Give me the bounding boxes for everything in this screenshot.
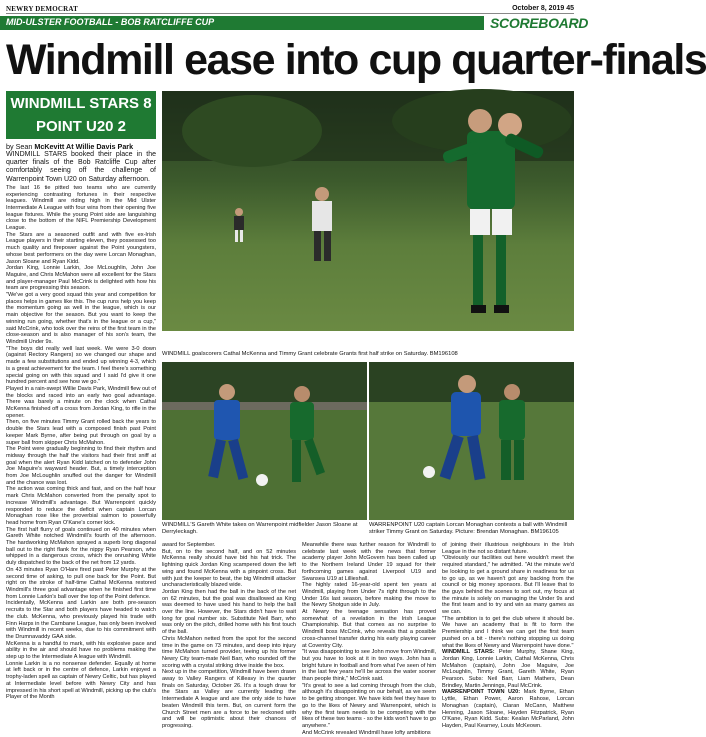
publication-name: NEWRY DEMOCRAT — [6, 4, 78, 13]
headline: Windmill ease into cup quarter-finals — [6, 36, 706, 84]
article-column-1 — [6, 151, 156, 733]
score-box — [6, 91, 156, 139]
score-line-home: WINDMILL STARS 8 — [10, 95, 152, 112]
paragraph: "It's great to see a lad coming through from the club, although it's disappointing on our behalf, as we seem to be getting stronger. We have kids feel they have to go to the likes of Newry and Warrenpoint, which is why the first team needs to be competing with the likes of these two teams - so the kids won't have to go anywhere." — [302, 682, 436, 729]
paragraph: Jordan King, Lonnie Larkin, Joe McLoughlin, John Joe Maguire, and Chris McMahon were all excellent for the Stars and player-manager Paul McCrink is delighted with how his team are progressing this season. — [6, 265, 156, 292]
lineup-warrenpoint: WARRENPOINT TOWN U20: Mark Byrne, Ethan Lyttle, Ethan Power, Aaron Rahose, Lorcan Monaghan (captain), Ciaran McCann, Matthew Henning, Jason Sloane, Hayden Fitzpatrick, Ryan O'Kane, Ryan Kidd. Subs: Kealan McParland, John Hayden, Paul Kearney, Louis McKeown. — [442, 689, 575, 729]
paragraph: of joining their illustrious neighbours in the Irish League in the not so distant future. — [442, 542, 574, 555]
photo-white-vs-sloane-image — [162, 362, 367, 520]
paragraph: The Stars are a seasoned outfit and with five ex-Irish League players in their starting eleven, they possessed too much quality and firepower against the Point youngsters, whose best performers on the day were Lorcan Monaghan, Jason Sloane and Ryan Kidd. — [6, 231, 156, 265]
paragraph: Meanwhile there was further reason for Windmill to celebrate last week with the news that former academy player John McGovern has been called up to the Northern Ireland Under 19 squad for their forthcoming games against Liverpool U19 and Swansea U19 at Lillieshall. — [302, 542, 436, 582]
paragraph: Next up in the competition, Windmill have been drawn away to Valley Rangers of Killeavy in the quarter finals on Saturday, October 26. It's a tough draw for the Stars as Valley are currently leading the Intermediate A league and are the only side to have beaten Windmill this term. But, on current form the Church Street men are a force to be reckoned with and will be optimistic about their chances of progressing. — [162, 669, 296, 729]
lineup-windmill: WINDMILL STARS: Peter Murphy, Shane King, Jordan King, Lonnie Larkin, Cathal McKenna, Chris McMahon (captain), John Joe Maguire, Joe McLoughlin, Timmy Grant, Gareth White, Ryan Pearson. Subs: Neil Barr, Liam Mathers, Dean Brindley, Martin Jennings, Paul McCrink. — [442, 649, 574, 689]
paragraph: The highly rated 16-year-old spent ten years at Windmill, playing from Under 7s right through to the Under 16s last season, before making the move to the Newry Shotgun side in July. — [302, 582, 436, 609]
paragraph: Jordan King then had the ball in the back of the net on 62 minutes, but the goal was disallowed as King was deemed to have used his hand to help the ball over the line. However, the Stars didn't have to wait long for goal number six. Substitute Neil Barr, who was only on the pitch, drilled home with his first touch of the ball. — [162, 588, 296, 636]
photo-celebration — [162, 91, 574, 348]
paragraph: On 43 minutes Ryan O'Hare fired past Peter Murphy at the second time of asking, to pull one back for the Point. But right on the stroke of half-time Cathal McKenna restored Windmill's three goal advantage when he finished first time from Lonnie Larkin's ball over the top of the Point defence. — [6, 566, 156, 600]
paragraph: "It was disappointing to see John move from Windmill, but you have to look at it in two ways. John has a bright future in football and from what I've seen of him in the last few years he'll be across the water sooner than people think," McCrink said. — [302, 649, 436, 683]
paragraph: McKenna is a handful to mark, with his explosive pace and ability in the air and should have no problems making the step up to the Intermediate A league with Windmill. — [6, 640, 156, 661]
section-kicker: MID-ULSTER FOOTBALL - BOB RATCLIFFE CUP — [6, 17, 215, 27]
article-column-4 — [442, 542, 574, 733]
paragraph: The first half flurry of goals continued on 40 minutes when Gareth White notched Windmill's fourth of the afternoon. The hardworking McMahon sprayed a superb long diagonal ball out to the right flank for the nippy Ryan Pearson, who whipped in a dangerous cross, which the onrushing White duly dispatched to the back of the net from 12 yards. — [6, 526, 156, 567]
page-date: October 8, 2019 45 — [512, 5, 574, 12]
paragraph: The last 16 tie pitted two teams who are currently experiencing contrasting fortunes in their respective leagues. Windmill are riding high in the Mid Ulster Intermediate A League with four wins from their opening five league fixtures. While the young Point side are languishing close to the bottom of the NIFL Premiership Development League. — [6, 184, 156, 232]
photo-celebration-image — [162, 91, 574, 348]
paragraph: Chris McMahon netted from the spot for the second time in the game on 73 minutes, and deep into injury time McMahon turned provider, teeing up his former Newry City team-mate Neil Barr, who rounded off the scoring with a crystal striking drive inside the box. — [162, 635, 296, 669]
paragraph: award for September. — [162, 542, 216, 548]
paragraph: Then, on five minutes Timmy Grant rolled back the years to double the Stars lead with a composed finish past Point keeper Mark Byrne, after being put through on goal by a super ball from skipper Chris McMahon. — [6, 419, 156, 446]
section-name: SCOREBOARD — [484, 15, 580, 31]
photo-monaghan-vs-grant-caption: WARRENPOINT U20 captain Lorcan Monaghan contests a ball with Windmill striker Timmy Grant on Saturday. Picture: Brendan Monaghan. BM196105 — [369, 522, 568, 535]
paragraph: Lonnie Larkin is a no nonsense defender. Equally at home at left back or in the centre of defence, Larkin enjoyed a trophy-laden spell as captain of Newry Celtic, but has played at Intermediate level before with Newry City and has impressed in his short spell at Windmill, picking up the club's Player of the Month — [6, 660, 156, 701]
byline: by Sean McKevitt At Willie Davis Park — [6, 142, 134, 151]
article-column-3 — [302, 542, 436, 736]
photo-white-vs-sloane-caption: WINDMILL'S Gareth White takes on Warrenpoint midfielder Jason Sloane at Derryleckagh. — [162, 522, 358, 535]
paragraph: "Obviously our facilities out here wouldn't meet the required standard," he admitted. "At the minute we'd be looking to get a ground share in readiness for us to go up, as we haven't got any backing from the council or big money sponsors. But I'll leave that to the guys behind the scenes to sort out, my focus at the minute is solely on managing the Under 9s and the first team and to try and win as many games as we can. — [442, 555, 574, 616]
byline-author: McKevitt At Willie Davis Park — [34, 142, 134, 151]
paragraph: "We've got a very good squad this year and competition for places helps in games like this. The cup runs help you keep the momentum going as well in the league, which is our main objective for the season. But you want to keep the winning run going, whether that's in the league or a cup," said McCrink, who took over the reins of the first team in the close-season and is also manager of his son's team, the Windmill Under 9s. — [6, 292, 156, 345]
article-lead: WINDMILL STARS booked their place in the quarter finals of the Bob Ratcliffe Cup after comfortably seeing off the challenge of Warrenpoint Town U20 on Saturday afternoon. — [6, 151, 156, 183]
photo-celebration-caption: WINDMILL goalscorers Cathal McKenna and Timmy Grant celebrate Grants first half strike on Saturday. BM196108 — [162, 351, 458, 357]
section-banner — [0, 15, 589, 31]
photo-monaghan-vs-grant — [369, 362, 574, 520]
article-column-2 — [162, 542, 296, 733]
page-header — [6, 4, 574, 14]
lineup-heading: WINDMILL STARS: — [442, 649, 495, 656]
page-number: 45 — [566, 5, 574, 12]
score-line-away: POINT U20 2 — [35, 118, 127, 135]
paragraph: "The ambition is to get the club where it should be. We have an academy that is fit to form the Premiership and I think we can get the first team pushed on a bit - there's nothing stopping us doing what the likes of Newry and Warrenpoint have done." — [442, 615, 574, 649]
paragraph: Incidentally, McKenna and Larkin are both pre-season recruits to the Star and both players have headed to watch the club. McKenna, who previously played his trade with Finn Harps in the Carnbane League, has only been involved with Windmill in recent weeks, due to his commitment with the Drumnavaddy GAA side. — [6, 600, 156, 640]
lineup-heading: WARRENPOINT TOWN U20: — [442, 689, 521, 696]
photo-white-vs-sloane — [162, 362, 367, 520]
paragraph: The action was coming thick and fast, and on the half hour mark Chris McMahon converted from the penalty spot to increase Windmill's advantage. But Warrenpoint quickly responded to reduce the deficit when captain Lorcan Monaghan rose like the proverbial salmon to powerfully head home from Ryan O'Kane's corner kick. — [6, 486, 156, 526]
photo-monaghan-vs-grant-image — [369, 362, 574, 520]
paragraph: The Point were gradually beginning to find their rhythm and midway through the half the visitors had their first sniff at goal when the alert Ryan Kidd latched on to defender John Joe Maguire's wayward header. But, a timely interception from Joe McLoughlin snuffed out the danger for Windmill and the chance was lost. — [6, 446, 156, 486]
paragraph: "The boys did really well last week. We were 3-0 down (against Rectory Rangers) so we changed our shape and made a few substitutions and ended up winning 4-3, which is a great achievement for the team. I feel there's something special going on with this squad and I said I'd give it one hundred percent and see how we go." — [6, 345, 156, 386]
paragraph: And McCrink revealed Windmill have lofty ambitions — [302, 729, 431, 736]
paragraph: At Newry the teenage sensation has proved somewhat of a revelation in the Irish League Championship. But that comes as no surprise to Windmill boss McCrink, who reveals that a possible cross-channel transfer during his early playing career at Coventry City. — [302, 609, 436, 649]
paragraph: But, on to the second half, and on 52 minutes McKenna really should have bid his hat trick. The lightning quick Jordan King scampered down the left wing and found McKenna with a pinpoint cross. But with just the keeper to beat, the big Windmill attacker uncharacteristically blazed wide. — [162, 548, 296, 589]
paragraph: Played in a rain-swept Willie Davis Park, Windmill flew out of the blocks and raced into an early two goal advantage. There was barely a minute on the clock when Cathal McKenna finished off a cross from Jordan King, to rifle in the opener. — [6, 385, 156, 419]
